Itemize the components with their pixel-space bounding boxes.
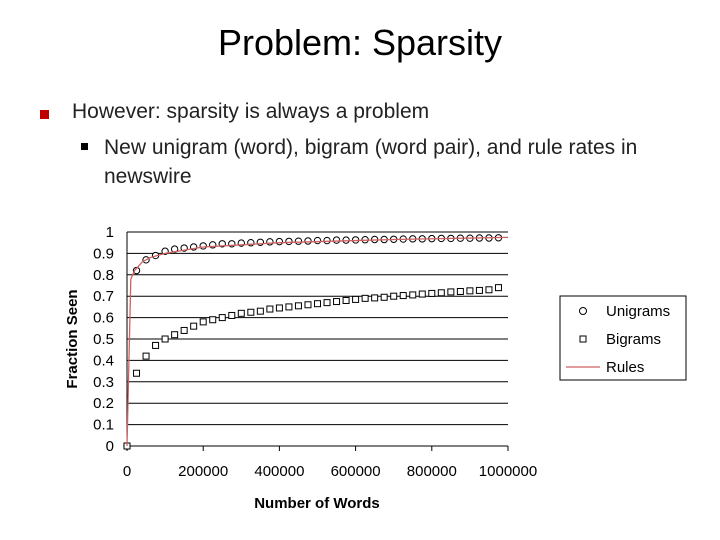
x-axis-label: Number of Words: [254, 495, 380, 512]
bigram-point: [400, 293, 406, 299]
legend-unigram-marker: [580, 308, 587, 315]
y-tick-label: 0.7: [93, 288, 114, 306]
unigram-point: [286, 238, 292, 244]
bigram-point: [334, 299, 340, 305]
unigram-point: [267, 239, 273, 245]
unigram-point: [305, 238, 311, 244]
bigram-point: [476, 287, 482, 293]
bigram-point: [391, 293, 397, 299]
unigram-point: [276, 238, 282, 244]
bigram-point: [276, 305, 282, 311]
y-tick-label: 1: [105, 224, 114, 241]
bigram-point: [343, 297, 349, 303]
bigram-point: [238, 310, 244, 316]
x-tick-label: 400000: [254, 463, 305, 480]
y-tick-label: 0.4: [93, 352, 114, 370]
legend-bigram-marker: [580, 336, 586, 342]
x-tick-labels: [123, 463, 537, 480]
bigram-point: [267, 306, 273, 312]
bigram-point: [153, 342, 159, 348]
bigram-point: [438, 290, 444, 296]
y-tick-label: 0: [105, 438, 114, 455]
bigram-point: [495, 285, 501, 291]
rules-line: [127, 237, 508, 446]
axes: [127, 232, 508, 451]
y-tick-label: 0.9: [93, 245, 114, 263]
y-tick-labels: [93, 224, 114, 455]
series-layer: [124, 235, 508, 450]
bigram-point: [210, 317, 216, 323]
bigram-point: [353, 296, 359, 302]
bigram-point: [324, 300, 330, 306]
bigram-point: [429, 290, 435, 296]
x-tick-label: 1000000: [478, 463, 538, 480]
y-tick-label: 0.3: [93, 373, 114, 391]
unigram-point: [314, 237, 320, 243]
bigram-point: [457, 288, 463, 294]
bigram-point: [486, 287, 492, 293]
x-tick-label: 800000: [406, 463, 457, 480]
unigram-point: [200, 243, 206, 249]
bigram-point: [143, 353, 149, 359]
bigram-point: [257, 308, 263, 314]
bigram-point: [410, 292, 416, 298]
slide-title: Problem: Sparsity: [217, 22, 503, 63]
bigram-point: [286, 304, 292, 310]
unigram-point: [295, 238, 301, 244]
bigram-point: [381, 294, 387, 300]
bullet-2-text: New unigram (word), bigram (word pair), and rule rates in newswire: [104, 136, 638, 188]
bullet-1-text: However: sparsity is always a problem: [72, 100, 430, 123]
bigram-point: [229, 312, 235, 318]
y-tick-label: 0.2: [93, 395, 114, 413]
legend-label: Rules: [606, 359, 645, 376]
x-tick-label: 600000: [330, 463, 381, 480]
legend: [560, 296, 686, 380]
unigram-point: [333, 237, 339, 243]
bigram-point: [200, 319, 206, 325]
bigram-point: [419, 291, 425, 297]
y-tick-label: 0.1: [93, 416, 114, 434]
series-rules: [127, 237, 508, 446]
series-unigrams: [124, 235, 502, 450]
bigram-point: [448, 289, 454, 295]
bigram-point: [248, 309, 254, 315]
bigram-point: [362, 295, 368, 301]
bigram-point: [162, 336, 168, 342]
bigram-point: [181, 327, 187, 333]
bigram-point: [172, 332, 178, 338]
bigram-point: [219, 315, 225, 321]
y-tick-label: 0.6: [93, 309, 114, 327]
x-tick-label: 0: [122, 463, 132, 480]
y-tick-label: 0.8: [93, 266, 114, 284]
y-tick-label: 0.5: [93, 331, 114, 348]
y-axis-label: Fraction Seen: [64, 289, 81, 389]
bigram-point: [134, 370, 140, 376]
bigram-point: [295, 303, 301, 309]
x-tick-label: 200000: [178, 463, 229, 480]
unigram-point: [324, 237, 330, 243]
bigram-point: [191, 323, 197, 329]
legend-label: Bigrams: [606, 331, 662, 348]
bigram-point: [372, 295, 378, 301]
bigram-point: [305, 302, 311, 308]
bigram-point: [315, 301, 321, 307]
bigram-point: [467, 288, 473, 294]
legend-label: Unigrams: [606, 303, 671, 320]
